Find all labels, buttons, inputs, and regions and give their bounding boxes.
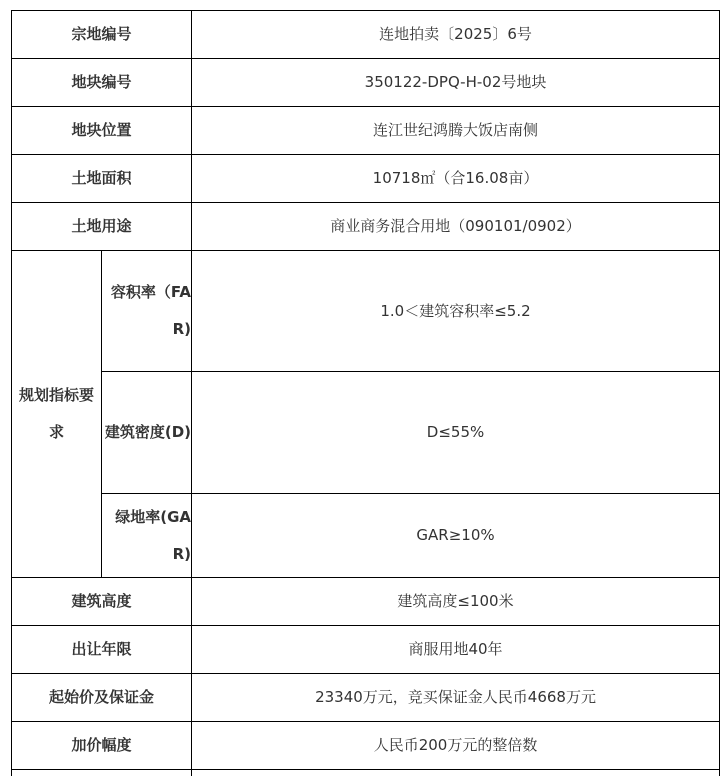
table-row-next <box>12 770 720 776</box>
table-row-land-use <box>12 203 720 251</box>
table-row-green-ratio <box>12 494 720 578</box>
table-row-plot-number <box>12 59 720 107</box>
plot-location-label: 地块位置 <box>12 107 192 155</box>
land-area-label: 土地面积 <box>12 155 192 203</box>
green-ratio-value: GAR≥10% <box>192 494 720 578</box>
transfer-term-label: 出让年限 <box>12 626 192 674</box>
next-row-value <box>192 770 720 776</box>
land-use-label: 土地用途 <box>12 203 192 251</box>
green-ratio-label: 绿地率(GAR) <box>102 494 192 578</box>
table-row-starting-price <box>12 674 720 722</box>
far-label: 容积率（FAR) <box>102 251 192 372</box>
planning-requirements-label: 规划指标要求 <box>12 251 102 578</box>
starting-price-label: 起始价及保证金 <box>12 674 192 722</box>
table-row-parcel-number <box>12 11 720 59</box>
far-value: 1.0＜建筑容积率≤5.2 <box>192 251 720 372</box>
table-row-bid-increment <box>12 722 720 770</box>
starting-price-value: 23340万元，竞买保证金人民币4668万元 <box>192 674 720 722</box>
table-row-building-density <box>12 372 720 494</box>
parcel-number-value: 连地拍卖〔2025〕6号 <box>192 11 720 59</box>
transfer-term-value: 商服用地40年 <box>192 626 720 674</box>
land-area-value: 10718㎡（合16.08亩） <box>192 155 720 203</box>
land-use-value: 商业商务混合用地（090101/0902） <box>192 203 720 251</box>
building-density-value: D≤55% <box>192 372 720 494</box>
table-row-transfer-term <box>12 626 720 674</box>
table-row-far <box>12 251 720 372</box>
table-row-land-area <box>12 155 720 203</box>
building-density-label: 建筑密度(D) <box>102 372 192 494</box>
plot-number-value: 350122-DPQ-H-02号地块 <box>192 59 720 107</box>
table-row-plot-location <box>12 107 720 155</box>
plot-location-value: 连江世纪鸿腾大饭店南侧 <box>192 107 720 155</box>
table-row-building-height <box>12 578 720 626</box>
parcel-number-label: 宗地编号 <box>12 11 192 59</box>
building-height-label: 建筑高度 <box>12 578 192 626</box>
plot-number-label: 地块编号 <box>12 59 192 107</box>
bid-increment-label: 加价幅度 <box>12 722 192 770</box>
building-height-value: 建筑高度≤100米 <box>192 578 720 626</box>
bid-increment-value: 人民币200万元的整倍数 <box>192 722 720 770</box>
next-row-label <box>12 770 192 776</box>
parcel-info-table <box>11 10 720 776</box>
